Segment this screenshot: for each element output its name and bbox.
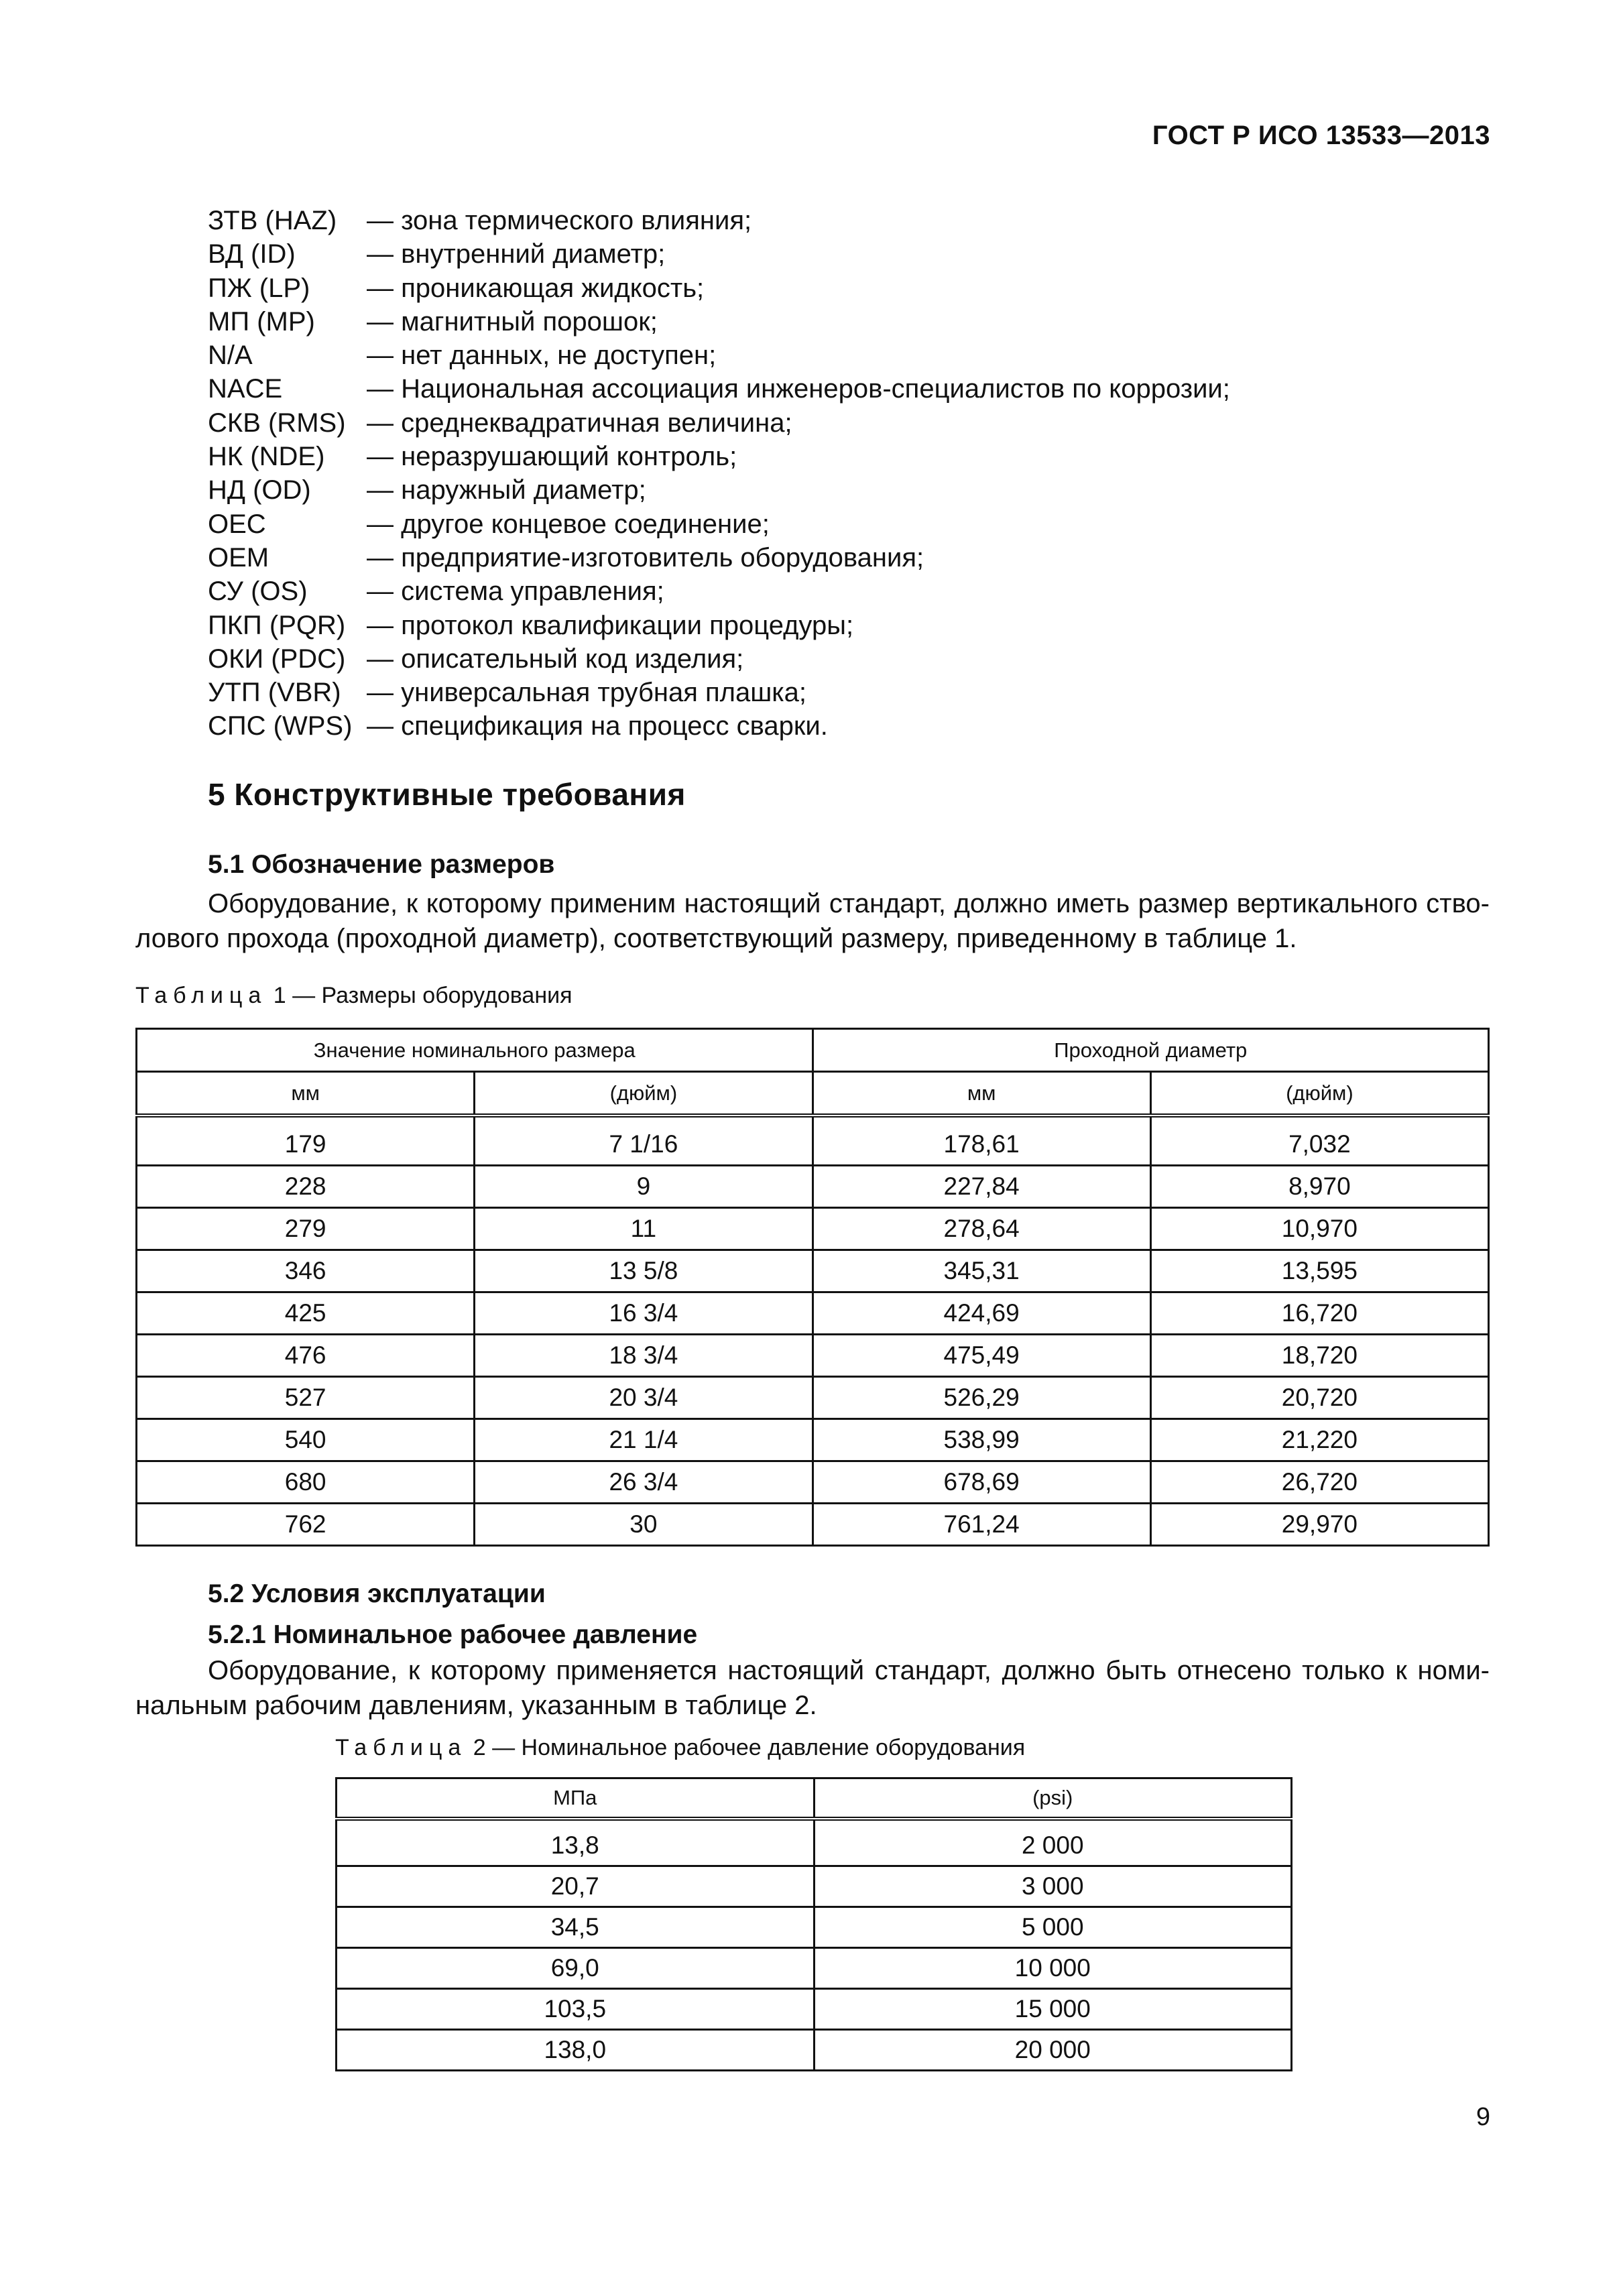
abbreviation-item (208, 709, 1230, 743)
table2-row (337, 1948, 1292, 1989)
table1-row (137, 1335, 1489, 1377)
table2-caption (335, 1735, 1025, 1761)
table1-cell: 179 (137, 1115, 475, 1166)
table1-cell: 30 (475, 1504, 813, 1546)
table1-row (137, 1504, 1489, 1546)
paragraph-5-2-1 (135, 1653, 1490, 1723)
abbreviation-item (208, 473, 1230, 507)
table1-cell: 7 1/16 (475, 1115, 813, 1166)
table1-cell: 13 5/8 (475, 1250, 813, 1292)
table1-row (137, 1115, 1489, 1166)
abbreviation-item (208, 271, 1230, 305)
table1-cell: 527 (137, 1377, 475, 1419)
table1-caption (135, 983, 573, 1009)
table2-cell: 103,5 (337, 1989, 815, 2030)
table1-cell: 8,970 (1150, 1166, 1488, 1208)
abbreviation-item (208, 372, 1230, 406)
subsection-title-5-1: 5.1 Обозначение размеров (208, 850, 555, 879)
abbreviation-list (208, 204, 1230, 743)
table1-cell: 762 (137, 1504, 475, 1546)
table2-cell: 138,0 (337, 2030, 815, 2071)
table1-cell: 476 (137, 1335, 475, 1377)
abbreviation-definition: — предприятие-изготовитель оборудования; (367, 542, 924, 572)
table1-cell: 16,720 (1150, 1292, 1488, 1335)
table1-cell: 540 (137, 1419, 475, 1461)
table1-row (137, 1419, 1489, 1461)
abbreviation-item (208, 575, 1230, 608)
table2-header-mpa: МПа (337, 1778, 815, 1819)
abbreviation-term: ЗТВ (HAZ) (208, 206, 337, 235)
table1-cell: 278,64 (813, 1208, 1150, 1250)
abbreviation-definition: — магнитный порошок; (367, 306, 658, 337)
table2-row (337, 1866, 1292, 1907)
table1-cell: 761,24 (813, 1504, 1150, 1546)
table1-row (137, 1250, 1489, 1292)
table1-caption-label: Таблица (135, 983, 267, 1008)
abbreviation-item (208, 609, 1230, 642)
standard-number-header: ГОСТ Р ИСО 13533—2013 (1152, 121, 1490, 150)
table1-row (137, 1461, 1489, 1504)
table1-cell: 21 1/4 (475, 1419, 813, 1461)
abbreviation-term: СКВ (RMS) (208, 408, 346, 438)
table1-cell: 678,69 (813, 1461, 1150, 1504)
abbreviation-term: ПКП (PQR) (208, 610, 346, 640)
paragraph-5-2-1-text: Оборудование, к которому применяется настоящий стандарт, должно быть отнесено только к номи-нальным рабочим давлениям, указанным в таблице 2. (135, 1656, 1490, 1720)
table1-sub-header-inch: (дюйм) (1150, 1072, 1488, 1116)
nominal-pressure-table (335, 1777, 1293, 2071)
abbreviation-term: ОКИ (PDC) (208, 644, 346, 674)
table2-row (337, 1819, 1292, 1866)
table1-row (137, 1166, 1489, 1208)
table2-cell: 2 000 (814, 1819, 1292, 1866)
table1-cell: 20 3/4 (475, 1377, 813, 1419)
abbreviation-term: УТП (VBR) (208, 678, 341, 708)
table1-cell: 425 (137, 1292, 475, 1335)
table2-caption-label: Таблица (335, 1735, 467, 1760)
table2-row (337, 2030, 1292, 2071)
table1-group-header-bore: Проходной диаметр (813, 1029, 1489, 1072)
equipment-sizes-table (135, 1028, 1490, 1547)
abbreviation-term: СПС (WPS) (208, 711, 353, 741)
abbreviation-definition: — нет данных, не доступен; (367, 341, 717, 371)
table1-cell: 13,595 (1150, 1250, 1488, 1292)
table1-caption-text: 1 — Размеры оборудования (267, 983, 573, 1008)
abbreviation-term: НК (NDE) (208, 442, 325, 472)
table1-cell: 18 3/4 (475, 1335, 813, 1377)
subsection-title-5-2-1: 5.2.1 Номинальное рабочее давление (208, 1620, 698, 1649)
table1-cell: 279 (137, 1208, 475, 1250)
abbreviation-item (208, 676, 1230, 709)
table2-cell: 20,7 (337, 1866, 815, 1907)
table1-sub-header-mm: мм (813, 1072, 1150, 1116)
table1-cell: 9 (475, 1166, 813, 1208)
abbreviation-definition: — система управления; (367, 577, 664, 607)
abbreviation-definition: — универсальная трубная плашка; (367, 678, 807, 708)
table1-row (137, 1292, 1489, 1335)
table1-cell: 345,31 (813, 1250, 1150, 1292)
table2-header-psi: (psi) (814, 1778, 1292, 1819)
table1-sub-header-row (137, 1072, 1489, 1116)
table1-cell: 346 (137, 1250, 475, 1292)
paragraph-5-1-text: Оборудование, к которому применим настоящий стандарт, должно иметь размер вертикального ство-лового прохода (проходной диаметр), соответствующий размеру, приведенному в таблице 1. (135, 889, 1490, 953)
table1-cell: 29,970 (1150, 1504, 1488, 1546)
abbreviation-term: NACE (208, 374, 283, 404)
table1-cell: 10,970 (1150, 1208, 1488, 1250)
abbreviation-item (208, 204, 1230, 237)
table1-cell: 227,84 (813, 1166, 1150, 1208)
table1-sub-header-inch: (дюйм) (475, 1072, 813, 1116)
abbreviation-definition: — неразрушающий контроль; (367, 442, 737, 472)
abbreviation-item (208, 440, 1230, 473)
abbreviation-item (208, 541, 1230, 575)
abbreviation-item (208, 305, 1230, 339)
abbreviation-item (208, 507, 1230, 541)
table1-group-header-nominal: Значение номинального размера (137, 1029, 813, 1072)
table1-cell: 424,69 (813, 1292, 1150, 1335)
abbreviation-item (208, 406, 1230, 440)
page-number: 9 (1476, 2103, 1490, 2131)
abbreviation-term: МП (MP) (208, 306, 315, 337)
table1-cell: 228 (137, 1166, 475, 1208)
paragraph-5-1 (135, 886, 1490, 956)
table2-row (337, 1989, 1292, 2030)
table1-cell: 11 (475, 1208, 813, 1250)
table1-cell: 526,29 (813, 1377, 1150, 1419)
table2-cell: 10 000 (814, 1948, 1292, 1989)
table2-cell: 13,8 (337, 1819, 815, 1866)
abbreviation-definition: — зона термического влияния; (367, 206, 752, 235)
table1-row (137, 1208, 1489, 1250)
table2-cell: 3 000 (814, 1866, 1292, 1907)
abbreviation-term: ВД (ID) (208, 239, 296, 269)
table1-cell: 20,720 (1150, 1377, 1488, 1419)
abbreviation-item (208, 339, 1230, 372)
table1-cell: 538,99 (813, 1419, 1150, 1461)
abbreviation-term: OEC (208, 509, 266, 539)
table2-caption-text: 2 — Номинальное рабочее давление оборудования (467, 1735, 1026, 1760)
table1-sub-header-mm: мм (137, 1072, 475, 1116)
abbreviation-definition: — проникающая жидкость; (367, 273, 705, 303)
abbreviation-definition: — описательный код изделия; (367, 644, 744, 674)
table2-cell: 34,5 (337, 1907, 815, 1948)
table2-cell: 69,0 (337, 1948, 815, 1989)
subsection-title-5-2: 5.2 Условия эксплуатации (208, 1579, 546, 1608)
abbreviation-item (208, 237, 1230, 271)
abbreviation-definition: — другое концевое соединение; (367, 509, 770, 539)
abbreviation-term: ПЖ (LP) (208, 273, 310, 303)
abbreviation-definition: — наружный диаметр; (367, 475, 646, 505)
table1-cell: 7,032 (1150, 1115, 1488, 1166)
table1-cell: 21,220 (1150, 1419, 1488, 1461)
abbreviation-item (208, 642, 1230, 676)
table1-cell: 18,720 (1150, 1335, 1488, 1377)
abbreviation-definition: — спецификация на процесс сварки. (367, 711, 828, 741)
table1-cell: 16 3/4 (475, 1292, 813, 1335)
section-title: 5 Конструктивные требования (208, 777, 686, 812)
table2-row (337, 1907, 1292, 1948)
table2-cell: 15 000 (814, 1989, 1292, 2030)
abbreviation-term: OEM (208, 542, 269, 572)
table2-cell: 5 000 (814, 1907, 1292, 1948)
table2-header-row (337, 1778, 1292, 1819)
table1-cell: 178,61 (813, 1115, 1150, 1166)
table1-group-header-row (137, 1029, 1489, 1072)
table1-cell: 680 (137, 1461, 475, 1504)
table1-cell: 26,720 (1150, 1461, 1488, 1504)
abbreviation-definition: — внутренний диаметр; (367, 239, 666, 269)
abbreviation-definition: — среднеквадратичная величина; (367, 408, 792, 438)
abbreviation-term: N/A (208, 341, 253, 371)
table1-cell: 475,49 (813, 1335, 1150, 1377)
abbreviation-term: СУ (OS) (208, 577, 308, 607)
abbreviation-term: НД (OD) (208, 475, 311, 505)
table1-row (137, 1377, 1489, 1419)
abbreviation-definition: — Национальная ассоциация инженеров-специалистов по коррозии; (367, 374, 1230, 404)
table2-cell: 20 000 (814, 2030, 1292, 2071)
abbreviation-definition: — протокол квалификации процедуры; (367, 610, 854, 640)
table1-cell: 26 3/4 (475, 1461, 813, 1504)
